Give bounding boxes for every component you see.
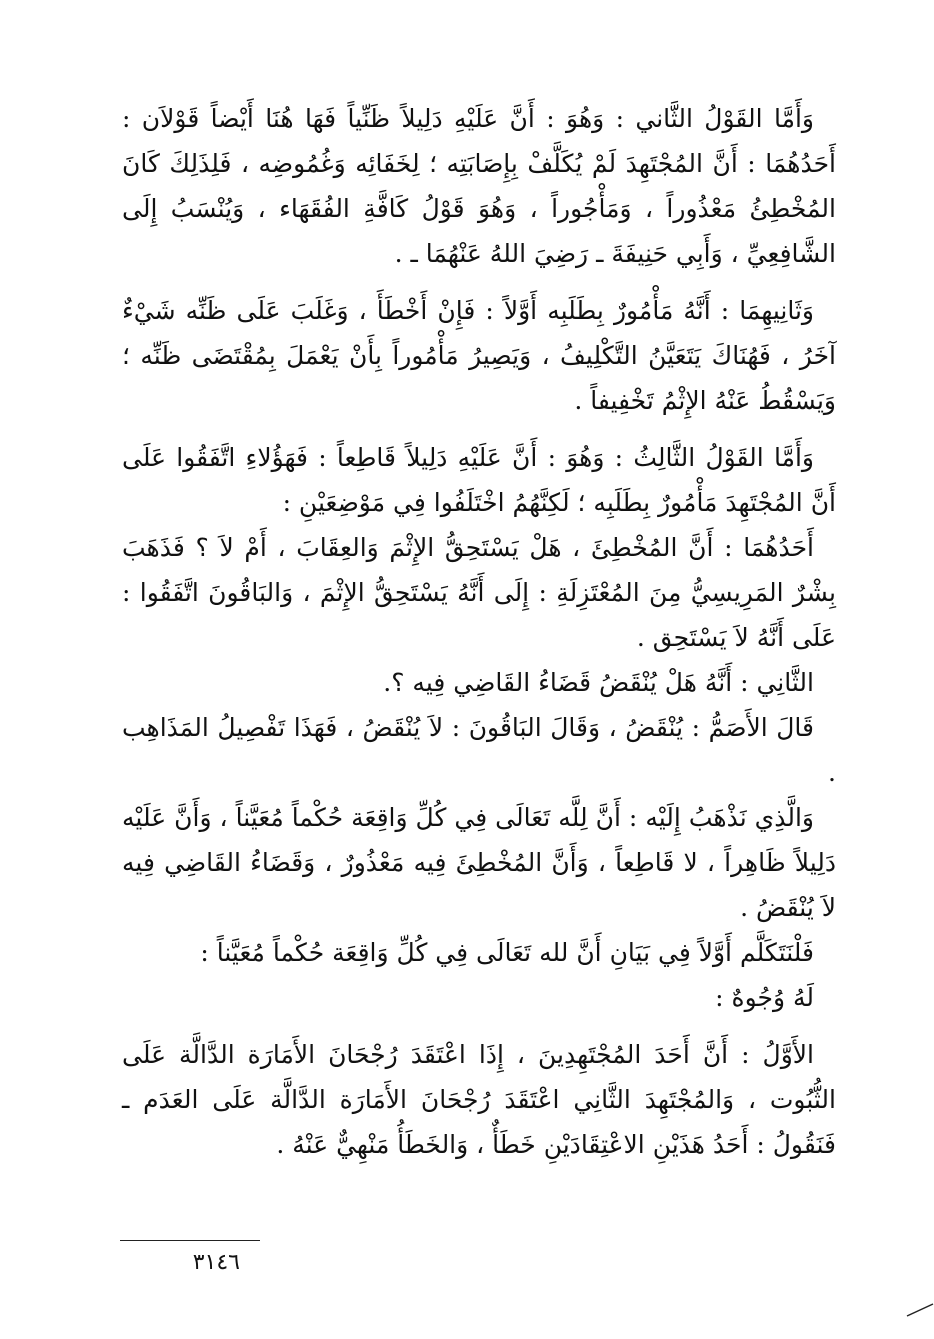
paragraph-second-opinion: وَأَمَّا القَوْلُ الثَّاني : وَهُوَ : أَنَّ عَلَيْهِ دَلِيلاً ظَنِّياً فَهَا هُنَا أَيْضاً قَوْلاَن : أَحَدُهُمَا : أَنَّ المُجْتَهِدَ لَمْ يُكَلَّفْ بِإِصَابَتِه ؛ لِخَفَائِه وَغُمُوضِه ، فَلِذَلِكَ كَانَ المُخْطِئُ مَعْذُوراً ، وَمَأْجُوراً ، وَهُوَ قَوْلُ كَافَّةِ الفُقَهَاء ، وَيُنْسَبُ إِلَى الشَّافِعِيِّ ، وَأَبِي حَنِيفَةَ ـ رَضِيَ اللهُ عَنْهُمَا ـ . [122,104,837,268]
paragraph-first-point: أَحَدُهُمَا : أَنَّ المُخْطِئَ ، هَلْ يَسْتَحِقُّ الإِثْمَ وَالعِقَابَ ، أَمْ لاَ ؟ فَذَهَبَ بِشْرٌ المَرِيسِيُّ مِنَ المُعْتَزِلَةِ : إِلَى أَنَّهُ يَسْتَحِقُّ الإِثْمَ ، وَالبَاقُونَ اتَّفَقُوا : عَلَى أَنَّهُ لاَ يَسْتَحِق . [122,533,836,652]
body-text [122,96,836,1167]
paragraph-second-point: الثَّانِي : أَنَّهُ هَلْ يُنْقَضُ قَضَاءُ القَاضِي فِيه ؟. [383,668,814,697]
paragraph-first-reason: الأَوَّلُ : أَنَّ أَحَدَ المُجْتَهِدِينَ ، إِذَا اعْتَقَدَ رُجْحَانَ الأَمَارَة الدَّالَّة عَلَى الثُّبُوت ، وَالمُجْتَهِدَ الثَّانِي اعْتَقَدَ رُجْحَانَ الأَمَارَة الدَّالَّة عَلَى العَدَم ـ فَنَقُولُ : أَحَدُ هَذَيْنِ الاعْتِقَادَيْنِ خَطَأٌ ، وَالخَطَأُ مَنْهِيٌّ عَنْهُ . [122,1040,836,1159]
paragraph-second-view: وَثَانِيهِمَا : أَنَّهُ مَأْمُورٌ بِطَلَبِه أَوَّلاً : فَإِنْ أَخْطَأَ ، وَغَلَبَ عَلَى ظَنِّه شَيْءٌ آخَرُ ، فَهُنَاكَ يَتَعَيَّنُ التَّكْلِيفُ ، وَيَصِيرُ مَأْمُوراً بِأَنْ يَعْمَلَ بِمُقْتَضَى ظَنِّه ؛ وَيَسْقُطُ عَنْهُ الإِثْمُ تَخْفِيفاً . [122,296,836,415]
scan-corner-mark [905,1300,934,1318]
page-number: ٣١٤٦ [120,1250,240,1276]
paragraph-reasons-intro: لَهُ وُجُوهٌ : [715,983,814,1012]
paragraph-our-view: وَالَّذِي نَذْهَبُ إِلَيْه : أَنَّ لِلَّه تَعَالَى فِي كُلِّ وَاقِعَة حُكْماً مُعَيَّناً ، وَأَنَّ عَلَيْه دَلِيلاً ظَاهِراً ، لا قَاطِعاً ، وَأَنَّ المُخْطِئَ فِيه مَعْذُورٌ ، وَقَضَاءُ القَاضِي فِيه لاَ يُنْقَضُ . [122,803,836,922]
paragraph-asamm-view: قَالَ الأَصَمُّ : يُنْقَضُ ، وَقَالَ البَاقُونَ : لاَ يُنْقَضُ ، فَهَذَا تَفْصِيلُ المَذَاهِب . [122,713,836,787]
paragraph-third-opinion: وَأَمَّا القَوْلُ الثَّالِثُ : وَهُوَ : أَنَّ عَلَيْهِ دَلِيلاً قَاطِعاً : فَهَؤُلاءِ اتَّفَقُوا عَلَى أَنَّ المُجْتَهِدَ مَأْمُورٌ بِطَلَبِه ؛ لَكِنَّهُمُ اخْتَلَفُوا فِي مَوْضِعَيْنِ : [122,443,836,517]
paragraph-lets-discuss: فَلْنَتَكَلَّم أَوَّلاً فِي بَيَانِ أَنَّ لله تَعَالَى فِي كُلِّ وَاقِعَة حُكْماً مُعَيَّناً : [200,938,814,967]
